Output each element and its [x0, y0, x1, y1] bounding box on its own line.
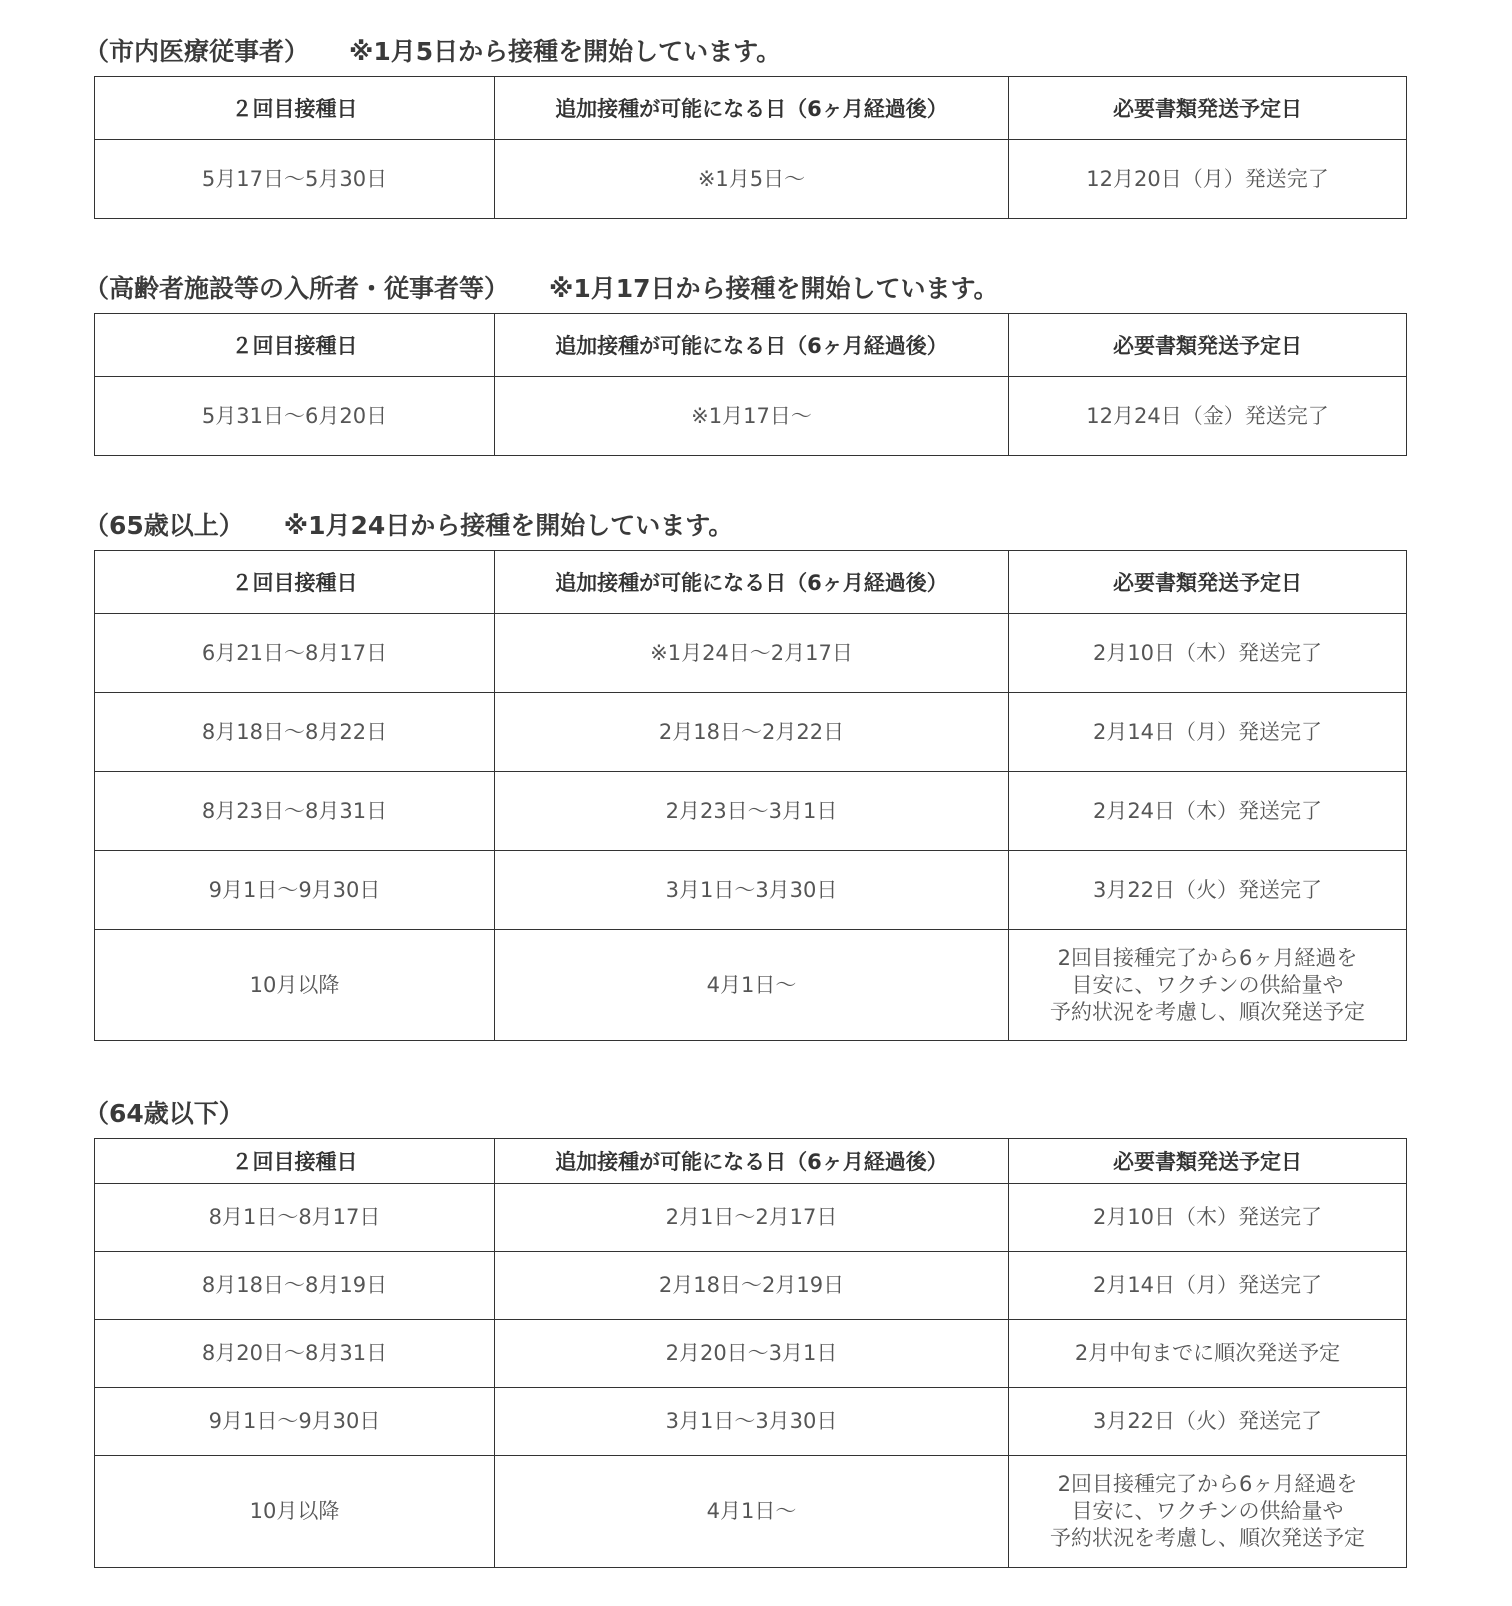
header-documents-ship-date: 必要書類発送予定日 — [1009, 1139, 1407, 1184]
header-second-dose-date: ２回目接種日 — [95, 77, 495, 140]
cell-second-dose-date: 8月20日～8月31日 — [95, 1320, 495, 1388]
table-row — [95, 614, 1407, 693]
cell-second-dose-date: 10月以降 — [95, 930, 495, 1041]
table-row — [95, 140, 1407, 219]
section-title — [84, 508, 733, 544]
cell-booster-eligible-date: 2月18日～2月19日 — [495, 1252, 1009, 1320]
cell-second-dose-date: 6月21日～8月17日 — [95, 614, 495, 693]
table-row — [95, 1184, 1407, 1252]
cell-documents-ship-date: 2月10日（木）発送完了 — [1009, 1184, 1407, 1252]
table-header-row — [95, 314, 1407, 377]
cell-documents-ship-date: 2月24日（木）発送完了 — [1009, 772, 1407, 851]
cell-booster-eligible-date: 3月1日～3月30日 — [495, 851, 1009, 930]
schedule-table — [94, 76, 1407, 219]
schedule-table — [94, 313, 1407, 456]
cell-documents-ship-date: 2回目接種完了から6ヶ月経過を 目安に、ワクチンの供給量や 予約状況を考慮し、順次発送予定 — [1009, 930, 1407, 1041]
table-row — [95, 1252, 1407, 1320]
table-header-row — [95, 77, 1407, 140]
cell-booster-eligible-date: ※1月17日～ — [495, 377, 1009, 456]
cell-second-dose-date: 5月17日～5月30日 — [95, 140, 495, 219]
cell-booster-eligible-date: 4月1日～ — [495, 930, 1009, 1041]
section-note: ※1月5日から接種を開始しています。 — [349, 37, 782, 66]
section-title-text: （65歳以上） — [84, 511, 244, 540]
cell-second-dose-date: 8月18日～8月19日 — [95, 1252, 495, 1320]
cell-second-dose-date: 8月23日～8月31日 — [95, 772, 495, 851]
table-header-row — [95, 551, 1407, 614]
section-title-text: （64歳以下） — [84, 1099, 244, 1128]
cell-booster-eligible-date: 3月1日～3月30日 — [495, 1388, 1009, 1456]
cell-second-dose-date: 9月1日～9月30日 — [95, 851, 495, 930]
section-title — [84, 34, 781, 70]
cell-documents-ship-date: 2回目接種完了から6ヶ月経過を 目安に、ワクチンの供給量や 予約状況を考慮し、順次発送予定 — [1009, 1456, 1407, 1568]
cell-booster-eligible-date: 2月18日～2月22日 — [495, 693, 1009, 772]
header-booster-eligible-date: 追加接種が可能になる日（6ヶ月経過後） — [495, 314, 1009, 377]
cell-booster-eligible-date: 2月23日～3月1日 — [495, 772, 1009, 851]
section-title-text: （市内医療従事者） — [84, 37, 310, 66]
cell-documents-ship-date: 2月14日（月）発送完了 — [1009, 1252, 1407, 1320]
header-documents-ship-date: 必要書類発送予定日 — [1009, 77, 1407, 140]
cell-booster-eligible-date: 2月1日～2月17日 — [495, 1184, 1009, 1252]
table-row — [95, 693, 1407, 772]
section-note: ※1月17日から接種を開始しています。 — [549, 274, 999, 303]
header-second-dose-date: ２回目接種日 — [95, 314, 495, 377]
table-row — [95, 377, 1407, 456]
table-row — [95, 851, 1407, 930]
cell-documents-ship-date: 2月10日（木）発送完了 — [1009, 614, 1407, 693]
section-title-text: （高齢者施設等の入所者・従事者等） — [84, 274, 510, 303]
header-documents-ship-date: 必要書類発送予定日 — [1009, 551, 1407, 614]
table-row — [95, 772, 1407, 851]
cell-second-dose-date: 9月1日～9月30日 — [95, 1388, 495, 1456]
section-title — [84, 1096, 244, 1132]
table-header-row — [95, 1139, 1407, 1184]
schedule-table — [94, 1138, 1407, 1568]
cell-documents-ship-date: 2月中旬までに順次発送予定 — [1009, 1320, 1407, 1388]
header-booster-eligible-date: 追加接種が可能になる日（6ヶ月経過後） — [495, 1139, 1009, 1184]
header-second-dose-date: ２回目接種日 — [95, 551, 495, 614]
cell-booster-eligible-date: 4月1日～ — [495, 1456, 1009, 1568]
section-title — [84, 271, 999, 307]
cell-documents-ship-date: 2月14日（月）発送完了 — [1009, 693, 1407, 772]
cell-second-dose-date: 5月31日～6月20日 — [95, 377, 495, 456]
table-row — [95, 1320, 1407, 1388]
cell-documents-ship-date: 12月20日（月）発送完了 — [1009, 140, 1407, 219]
header-documents-ship-date: 必要書類発送予定日 — [1009, 314, 1407, 377]
schedule-table — [94, 550, 1407, 1041]
table-row — [95, 1388, 1407, 1456]
table-row — [95, 1456, 1407, 1568]
cell-booster-eligible-date: 2月20日～3月1日 — [495, 1320, 1009, 1388]
table-row — [95, 930, 1407, 1041]
section-note: ※1月24日から接種を開始しています。 — [283, 511, 734, 540]
cell-second-dose-date: 8月18日～8月22日 — [95, 693, 495, 772]
cell-documents-ship-date: 3月22日（火）発送完了 — [1009, 851, 1407, 930]
cell-booster-eligible-date: ※1月24日～2月17日 — [495, 614, 1009, 693]
header-booster-eligible-date: 追加接種が可能になる日（6ヶ月経過後） — [495, 77, 1009, 140]
cell-second-dose-date: 10月以降 — [95, 1456, 495, 1568]
cell-booster-eligible-date: ※1月5日～ — [495, 140, 1009, 219]
cell-documents-ship-date: 12月24日（金）発送完了 — [1009, 377, 1407, 456]
header-second-dose-date: ２回目接種日 — [95, 1139, 495, 1184]
cell-second-dose-date: 8月1日～8月17日 — [95, 1184, 495, 1252]
cell-documents-ship-date: 3月22日（火）発送完了 — [1009, 1388, 1407, 1456]
header-booster-eligible-date: 追加接種が可能になる日（6ヶ月経過後） — [495, 551, 1009, 614]
